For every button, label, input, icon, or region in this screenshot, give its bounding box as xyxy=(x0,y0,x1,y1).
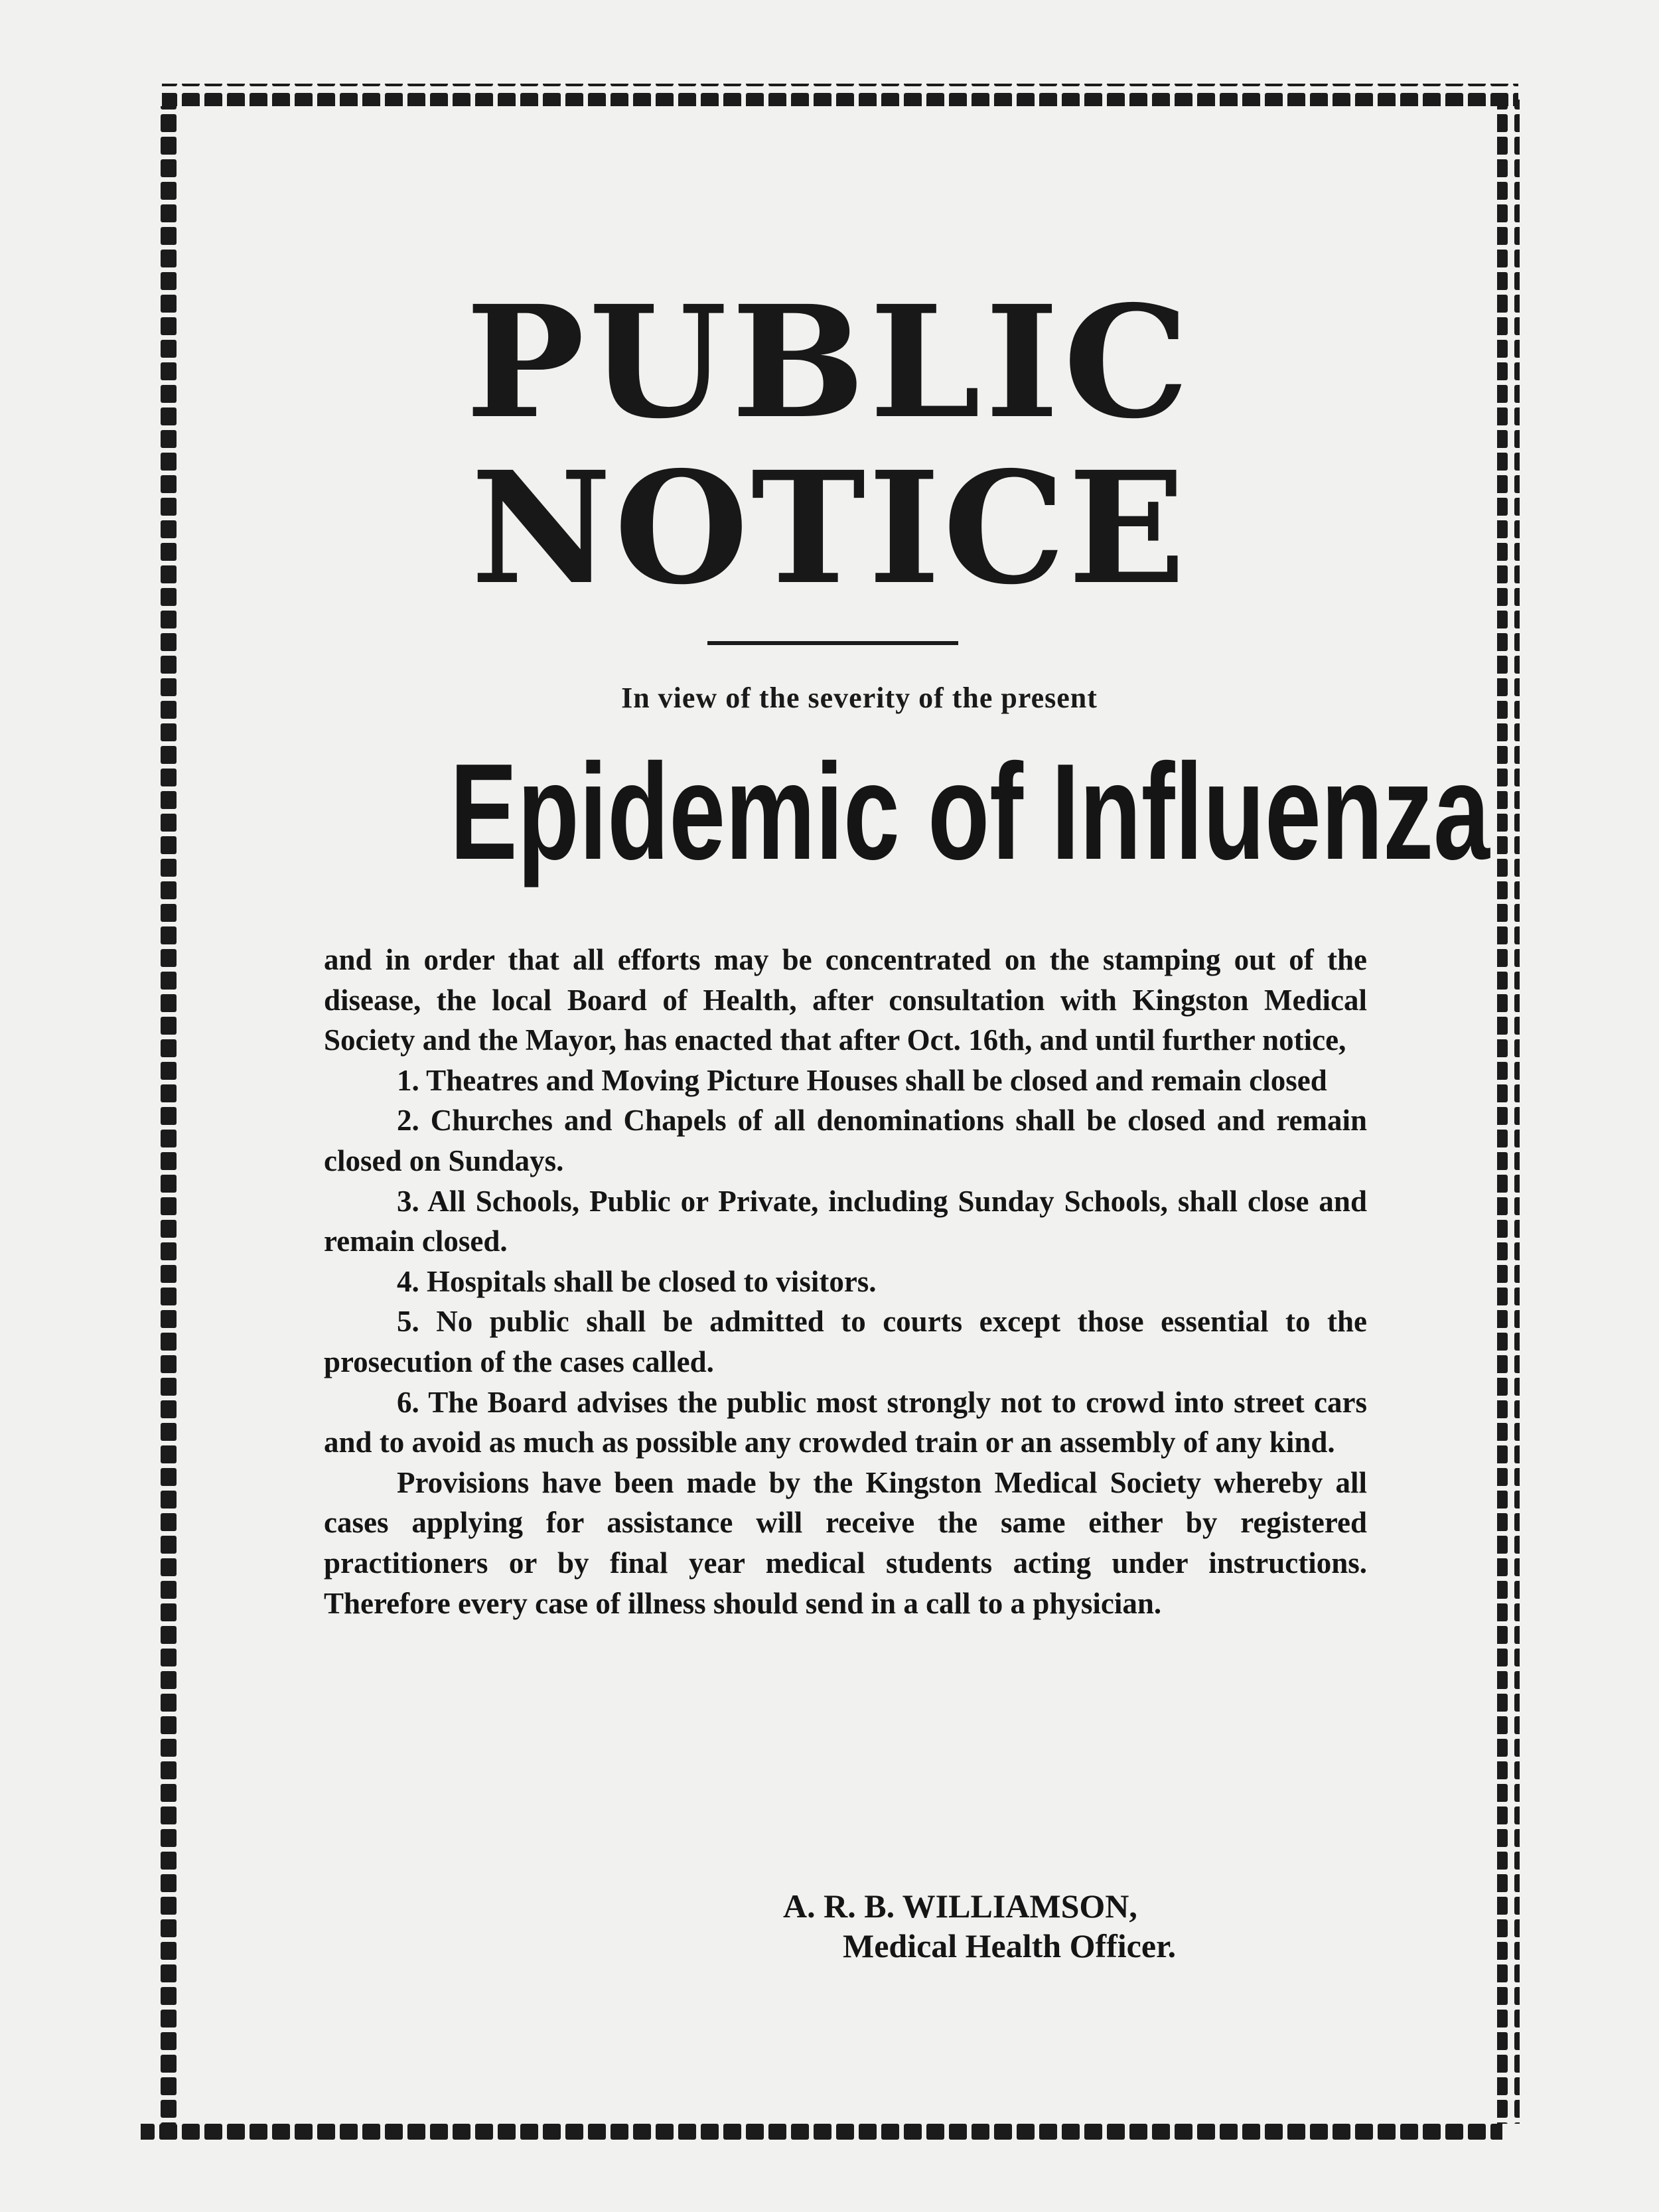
heading-public: PUBLIC xyxy=(465,271,1194,453)
list-item-1: 1. Theatres and Moving Picture Houses shall be closed and remain closed xyxy=(397,1063,1327,1097)
list-item-3: 3. All Schools, Public or Private, including Sunday Schools, shall close and remain closed. xyxy=(324,1184,1367,1258)
signatory-title: Medical Health Officer. xyxy=(843,1927,1177,1964)
signature-block xyxy=(783,1886,1176,1966)
list-item-6: 6. The Board advises the public most strongly not to crowd into street cars and to avoid as much as possible any crowded train or an assembly of any kind. xyxy=(324,1385,1367,1459)
preamble-paragraph: and in order that all efforts may be concentrated on the stamping out of the disease, the local Board of Health, after consultation with Kingston Medical Society and the Mayor, has enacted that after Oct. 16th, and until further notice, xyxy=(324,943,1367,1057)
intro-line: In view of the severity of the present xyxy=(621,682,1098,714)
list-item-5: 5. No public shall be admitted to courts except those essential to the prosecution of the cases called. xyxy=(324,1305,1367,1378)
heading-notice: NOTICE xyxy=(470,437,1189,619)
notice-body xyxy=(324,940,1367,1623)
subheading-epidemic: Epidemic of Influenza xyxy=(450,735,1490,888)
signatory-name: A. R. B. WILLIAMSON, xyxy=(783,1887,1137,1925)
provisions-paragraph: Provisions have been made by the Kingston Medical Society whereby all cases applying for assistance will receive the same either by registered practitioners or by final year medical students acting under instructions. Therefore every case of illness should send in a call to a physician. xyxy=(324,1465,1367,1620)
list-item-4: 4. Hospitals shall be closed to visitors. xyxy=(397,1264,877,1298)
list-item-2: 2. Churches and Chapels of all denominations shall be closed and remain closed on Sundays. xyxy=(324,1104,1367,1177)
heading-divider xyxy=(707,641,958,645)
